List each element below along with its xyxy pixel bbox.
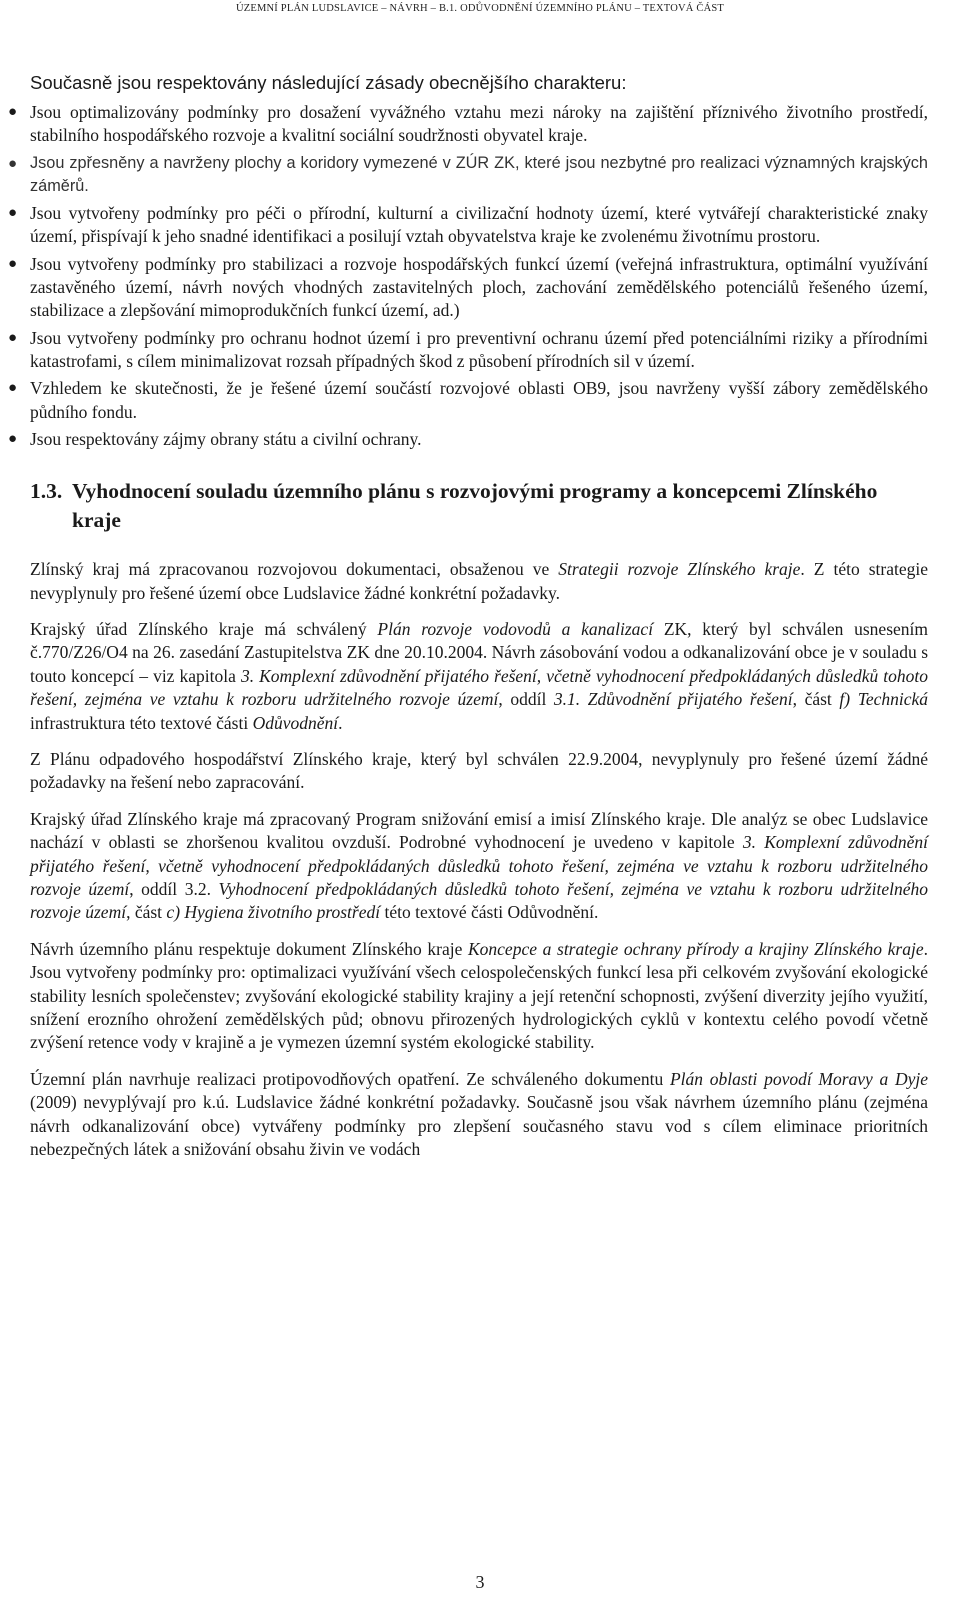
page-header: ÚZEMNÍ PLÁN LUDSLAVICE – NÁVRH – B.1. ODŮVODNĚNÍ ÚZEMNÍHO PLÁNU – TEXTOVÁ ČÁST xyxy=(235,3,725,14)
bullet-icon: ● xyxy=(8,255,18,272)
section-number: 1.3. xyxy=(30,479,63,504)
paragraph-water-plan: Krajský úřad Zlínského kraje má schválený Plán rozvoje vodovodů a kanalizací ZK, který byl schválen usnesením č.770/Z26/O4 na 26. zasedání Zastupitelstva ZK dne 20.10.2004. Návrh zásobování vodou a odkanalizování obce je v souladu s touto koncepcí – viz kapitola 3. Komplexní zdůvodnění přijatého řešení, včetně vyhodnocení předpokládaných důsledků tohoto řešení, zejména ve vztahu k rozboru udržitelného rozvoje území, oddíl 3.1. Zdůvodnění přijatého řešení, část f) Technická infrastruktura této textové části Odůvodnění. xyxy=(30,618,929,733)
paragraph-waste-plan: Z Plánu odpadového hospodářství Zlínského kraje, který byl schválen 22.9.2004, nevyplynuly pro řešené území žádné požadavky na řešení nebo zapracování. xyxy=(30,749,928,793)
list-item: ● Vzhledem ke skutečnosti, že je řešené území součástí rozvojové oblasti OB9, jsou navrženy vyšší zábory zemědělského půdního fondu. xyxy=(8,378,928,422)
principles-list xyxy=(8,101,928,451)
list-item: ● Jsou optimalizovány podmínky pro dosažení vyvážného vztahu mezi nároky na zajištění příznivého životního prostředí, stabilního hospodářského rozvoje a kvalitní sociální soudržnosti obyvatel kraje. xyxy=(8,102,928,146)
document-body xyxy=(8,69,929,1175)
section-title: Vyhodnocení souladu územního plánu s rozvojovými programy a koncepcemi Zlínského kraje xyxy=(72,479,878,533)
list-item: ● Jsou vytvořeny podmínky pro stabilizaci a rozvoje hospodářských funkcí území (veřejná infrastruktura, optimální využívání zastavěného území, návrh nových vhodných zastavitelných ploch, zachování zemědělského potenciálů řešeného území, stabilizace a zlepšování mimoprodukčních funkcí území, ad.) xyxy=(8,253,928,321)
list-item: ● Jsou vytvořeny podmínky pro péči o přírodní, kulturní a civilizační hodnoty území, které vytvářejí charakteristické znaky území, přispívají k jeho snadné identifikaci a posilují vztah obyvatelstva kraje ke zvolenému životnímu prostoru. xyxy=(8,203,928,247)
list-item: ● Jsou respektovány zájmy obrany státu a civilní ochrany. xyxy=(30,428,928,451)
bullet-icon: ● xyxy=(8,329,18,346)
intro-text: Současně jsou respektovány následující zásady obecnějšího charakteru: xyxy=(30,72,627,93)
section-heading xyxy=(30,477,928,535)
bullet-icon: ● xyxy=(8,430,18,447)
bullet-icon: ● xyxy=(8,380,18,397)
bullet-icon: ● xyxy=(8,205,18,222)
paragraph-emissions: Krajský úřad Zlínského kraje má zpracovaný Program snižování emisí a imisí Zlínského kraje. Dle analýz se obec Ludslavice nachází v oblasti se zhoršenou kvalitou ovzduší. Podrobné vyhodnocení je uvedeno v kapitole 3. Komplexní zdůvodnění přijatého řešení, včetně vyhodnocení předpokládaných důsledků tohoto řešení, zejména ve vztahu k rozboru udržitelného rozvoje území, oddíl 3.2. Vyhodnocení předpokládaných důsledků tohoto řešení, zejména ve vztahu k rozboru udržitelného rozvoje území, část c) Hygiena životního prostředí této textové části Odůvodnění. xyxy=(30,808,928,923)
paragraph-strategy: Zlínský kraj má zpracovanou rozvojovou dokumentaci, obsaženou ve Strategii rozvoje Zlínského kraje. Z této strategie nevyplynuly pro řešené území obce Ludslavice žádné konkrétní požadavky. xyxy=(30,559,928,603)
bullet-icon: ● xyxy=(8,154,18,172)
list-item: ● Jsou vytvořeny podmínky pro ochranu hodnot území i pro preventivní ochranu území před potenciálními riziky a přírodními katastrofami, s cílem minimalizovat rozsah případných škod z působení přírodních sil v území. xyxy=(8,327,928,371)
list-item: ● Jsou zpřesněny a navrženy plochy a koridory vymezené v ZÚR ZK, které jsou nezbytné pro realizaci významných krajských záměrů. xyxy=(8,153,928,195)
paragraph-nature-strategy: Návrh územního plánu respektuje dokument Zlínského kraje Koncepce a strategie ochrany přírody a krajiny Zlínského kraje. Jsou vytvořeny podmínky pro: optimalizaci využívání všech celospolečenských funkcí lesa při celkovém zvyšování ekologické stability lesních společenstev; zvyšování ekologické stability krajiny a její retenční schopnosti, zvýšení diverzity jejího využití, snížení erozního ohrožení zemědělských půd; obnovu přirozených hydrologických cyklů v kontextu celého povodí včetně zvýšení retence vody v krajině a je vymezen územní systém ekologické stability. xyxy=(30,938,928,1053)
bullet-icon: ● xyxy=(8,104,18,120)
page-number: 3 xyxy=(475,1572,485,1592)
paragraph-flood-measures: Územní plán navrhuje realizaci protipovodňových opatření. Ze schváleného dokumentu Plán oblasti povodí Moravy a Dyje (2009) nevyplývají pro k.ú. Ludslavice žádné konkrétní požadavky. Současně jsou však návrhem územního plánu (zejména návrh odkanalizování obce) vytvářeny podmínky pro zlepšení současného stavu vod s cílem eliminace prioritních nebezpečných látek a snižování obsahu živin ve vodách xyxy=(30,1068,928,1160)
